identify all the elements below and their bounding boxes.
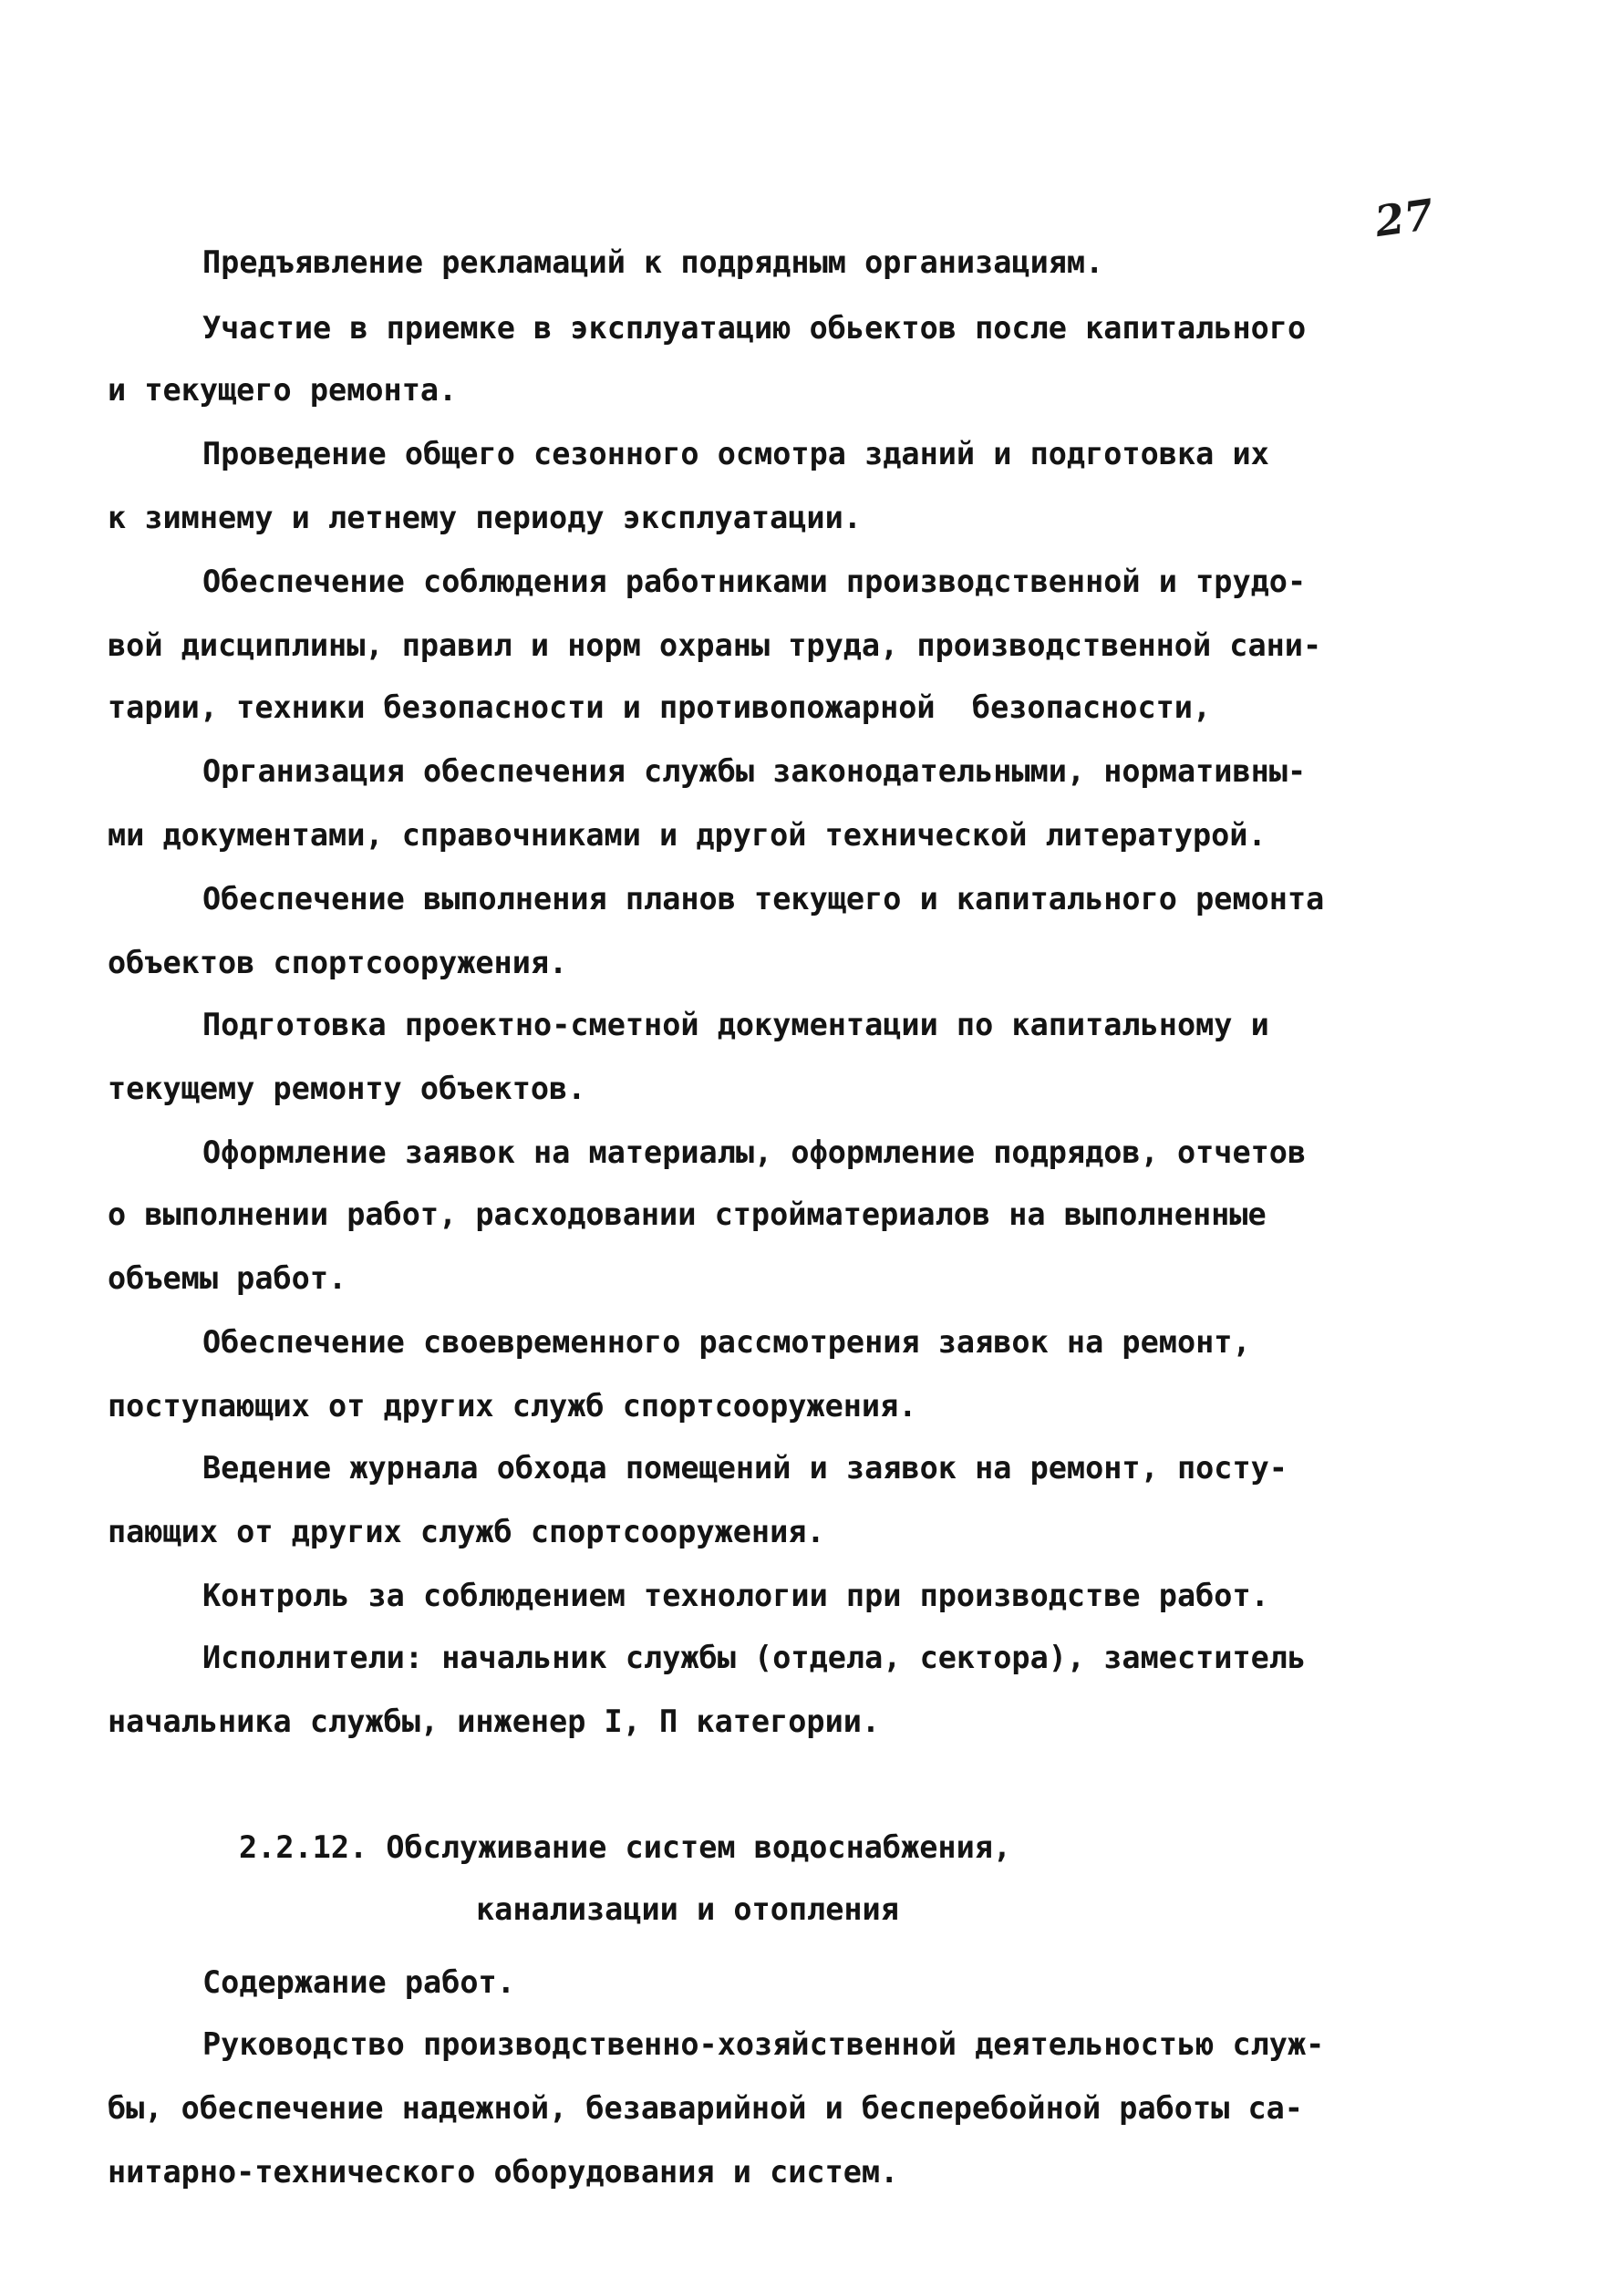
text-line: Контроль за соблюдением технологии при производстве работ. [202,1578,1269,1613]
text-line: Исполнители: начальник службы (отдела, сектора), заместитель [202,1640,1307,1675]
text-line: Обеспечение выполнения планов текущего и капитального ремонта [202,881,1325,917]
text-line: ми документами, справочниками и другой технической литературой. [108,817,1267,853]
text-line: тарии, техники безопасности и противопожарной безопасности, [108,689,1212,725]
section-heading-continuation: канализации и отопления [476,1891,899,1927]
text-line: начальника службы, инженер I, П категории. [108,1704,881,1739]
text-line: Подготовка проектно-сметной документации по капитальному и [202,1007,1269,1042]
text-line: объектов спортсооружения. [108,945,568,980]
text-line: объемы работ. [108,1260,347,1296]
text-line: поступающих от других служб спортсооружения. [108,1388,917,1424]
text-line: вой дисциплины, правил и норм охраны труда, производственной сани- [108,627,1322,663]
text-line: бы, обеспечение надежной, безаварийной и бесперебойной работы са- [108,2090,1303,2126]
text-line: и текущего ремонта. [108,372,458,408]
text-line: Руководство производственно-хозяйственной деятельностью служ- [202,2026,1325,2062]
text-line: Организация обеспечения службы законодательными, нормативны- [202,753,1307,789]
text-line: о выполнении работ, расходовании стройматериалов на выполненные [108,1196,1267,1232]
text-line: нитарно-технического оборудования и систем. [108,2154,899,2190]
text-line: Обеспечение своевременного рассмотрения заявок на ремонт, [202,1324,1251,1360]
text-line: Предъявление рекламаций к подрядным организациям. [202,244,1104,280]
text-line: пающих от других служб спортсооружения. [108,1514,825,1549]
text-line: текущему ремонту объектов. [108,1071,586,1106]
text-line: Обеспечение соблюдения работниками производственной и трудо- [202,564,1307,599]
text-line: Ведение журнала обхода помещений и заявок на ремонт, посту- [202,1450,1288,1486]
text-line: Участие в приемке в эксплуатацию обьектов после капитального [202,310,1307,346]
text-line: к зимнему и летнему периоду эксплуатации. [108,500,862,535]
page-number: 27 [1371,189,1437,247]
text-line: Оформление заявок на материалы, оформление подрядов, отчетов [202,1134,1307,1170]
text-line: Содержание работ. [202,1964,515,2000]
section-heading: 2.2.12. Обслуживание систем водоснабжения, [239,1829,1012,1865]
text-line: Проведение общего сезонного осмотра зданий и подготовка их [202,436,1269,471]
